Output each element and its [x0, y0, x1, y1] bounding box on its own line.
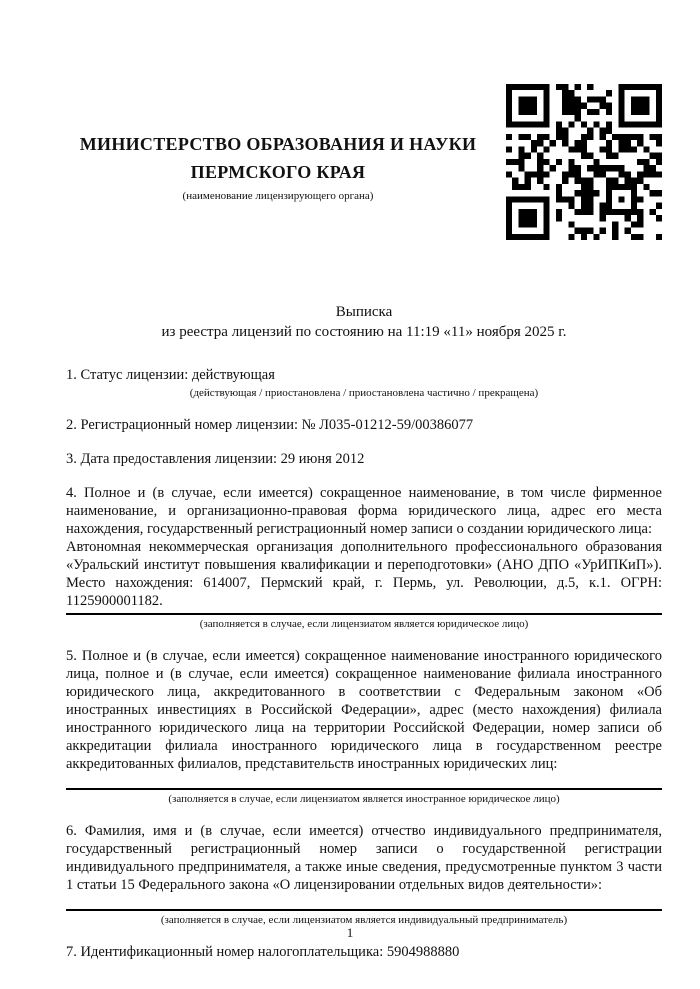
authority-name-line1: МИНИСТЕРСТВО ОБРАЗОВАНИЯ И НАУКИ [79, 134, 477, 154]
individual-entrepreneur-label: 6. Фамилия, имя и (в случае, если имеется) отчество индивидуального предпринимателя, государственный регистрационный номер записи о государственной регистрации индивидуального предпринимателя, а также иные сведения, предусмотренные пунктом 3 части 1 статьи 15 Федерального закона «О лицензировании отдельных видов деятельности»: [66, 823, 662, 893]
registration-number-text: 2. Регистрационный номер лицензии: № Л035-01212-59/00386077 [66, 417, 474, 433]
legal-entity-label: 4. Полное и (в случае, если имеется) сокращенное наименование, в том числе фирменное наименование, и организационно-правовая форма юридического лица, адрес его места нахождения, государственный регистрационный номер записи о создании юридического лица: [66, 485, 662, 537]
fill-in-line [66, 909, 662, 911]
item-taxpayer-number [66, 943, 662, 961]
legal-entity-value: Автономная некоммерческая организация дополнительного профессионального образования «Уральский институт повышения квалификации и переподготовки» (АНО ДПО «УрИПКиП»). Место нахождения: 614007, Пермский край, г. Пермь, ул. Революции, д.5, к.1. ОГРН: 1125900001182. [66, 539, 662, 609]
item-grant-date [66, 450, 662, 468]
item-individual-entrepreneur [66, 822, 662, 927]
grant-date-text: 3. Дата предоставления лицензии: 29 июня 2012 [66, 451, 365, 467]
taxpayer-number-text: 7. Идентификационный номер налогоплательщика: 5904988880 [66, 944, 460, 960]
title-line1: Выписка [335, 304, 393, 320]
license-status-text: 1. Статус лицензии: действующая [66, 367, 275, 383]
fill-in-line [66, 613, 662, 615]
item-foreign-entity [66, 647, 662, 806]
licensing-authority-name [66, 130, 490, 186]
fill-in-line [66, 788, 662, 790]
authority-caption: (наименование лицензирующего органа) [182, 190, 374, 202]
document-title [66, 302, 662, 342]
title-line2: из реестра лицензий по состоянию на 11:19 «11» ноября 2025 г. [161, 324, 567, 340]
item-license-status [66, 366, 662, 400]
individual-entrepreneur-caption: (заполняется в случае, если лицензиатом является индивидуальный предприниматель) [160, 914, 568, 926]
document-header [66, 130, 490, 203]
document-body [66, 366, 662, 977]
foreign-entity-caption: (заполняется в случае, если лицензиатом является иностранное юридическое лицо) [168, 793, 560, 805]
item-registration-number [66, 416, 662, 434]
legal-entity-caption: (заполняется в случае, если лицензиатом является юридическое лицо) [199, 618, 529, 630]
page-number: 1 [346, 925, 354, 940]
item-legal-entity [66, 484, 662, 631]
foreign-entity-label: 5. Полное и (в случае, если имеется) сокращенное наименование иностранного юридического лица, полное и (в случае, если имеется) сокращенное наименование филиала иностранного юридического лица, аккредитованного в соответствии с Федеральным законом «Об иностранных инвестициях в Российской Федерации», адрес (место нахождения) филиала иностранного юридического лица на территории Российской Федерации, номер записи об аккредитации филиала иностранного юридического лица в государственном реестре аккредитованных филиалов, представительств иностранных юридических лиц: [66, 648, 662, 772]
qr-code [506, 84, 662, 240]
authority-name-line2: ПЕРМСКОГО КРАЯ [190, 162, 366, 182]
license-status-options-caption: (действующая / приостановлена / приостановлена частично / прекращена) [189, 387, 539, 399]
